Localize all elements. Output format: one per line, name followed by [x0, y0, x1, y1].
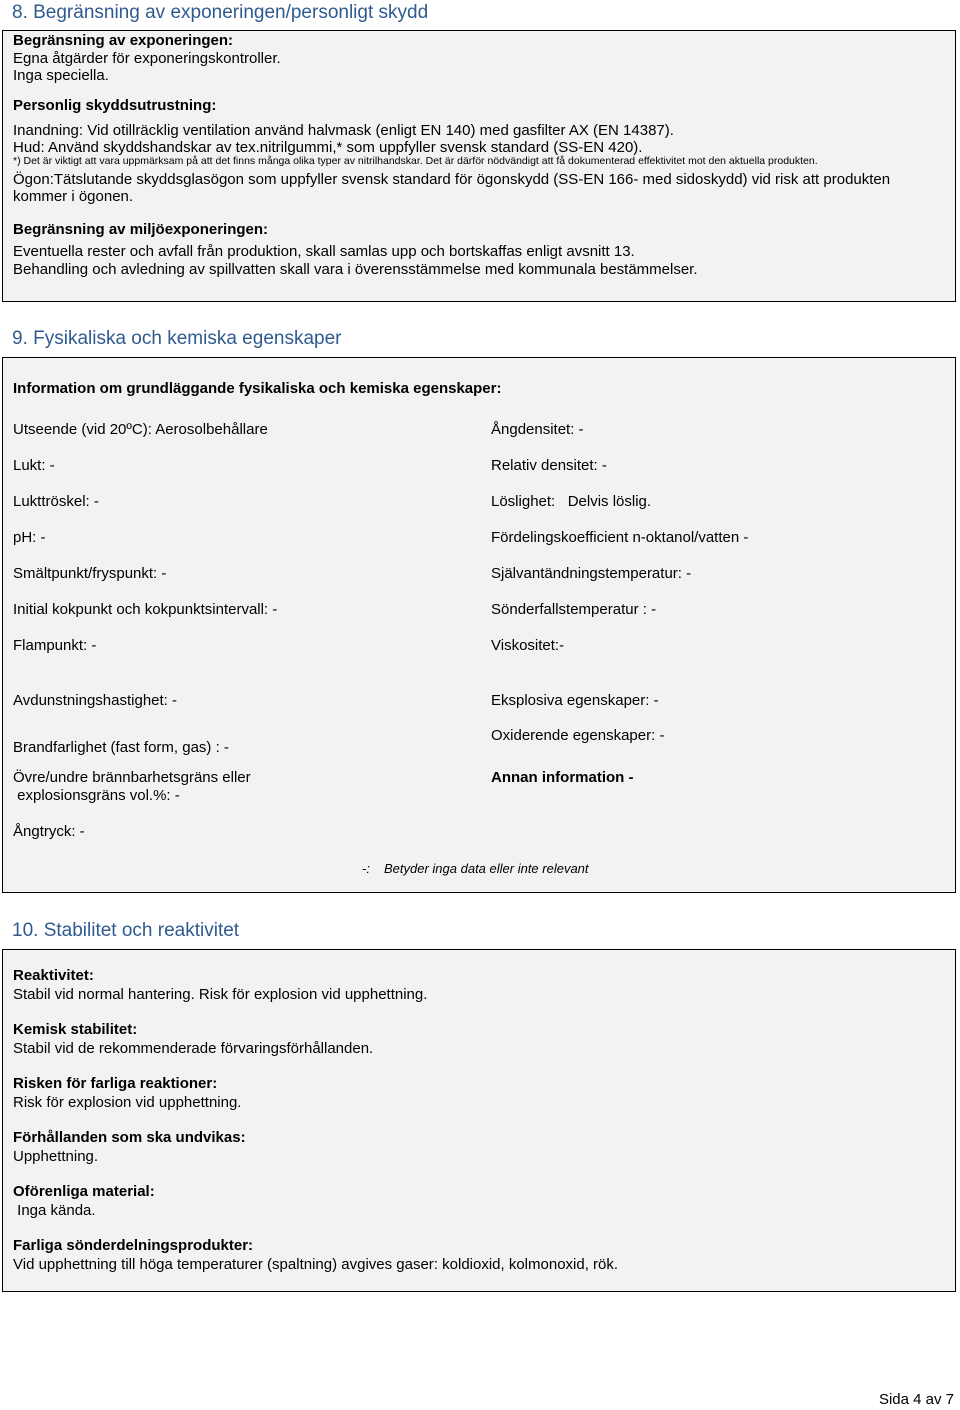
prop-vapour-pressure: Ångtryck: -	[13, 823, 85, 840]
exposure-title: Begränsning av exponeringen:	[13, 32, 234, 49]
exposure-line: Egna åtgärder för exponeringskontroller.	[13, 50, 281, 67]
legend-symbol: -:	[362, 861, 370, 876]
prop-ph: pH: -	[13, 529, 46, 546]
section-8-box	[2, 30, 956, 302]
incompatible-materials-title: Oförenliga material:	[13, 1183, 155, 1200]
ppe-skin: Hud: Använd skyddshandskar av tex.nitrilgummi,* som uppfyller svensk standard (SS-EN 420).	[13, 139, 643, 156]
env-title: Begränsning av miljöexponeringen:	[13, 221, 269, 238]
incompatible-materials-text: Inga kända.	[13, 1202, 96, 1219]
prop-autoignition: Självantändningstemperatur: -	[491, 565, 692, 582]
ppe-note: *) Det är viktigt att vara uppmärksam på att det finns många olika typer av nitrilhandskar. Det är därför nödvändigt att få dokumenterad effektivitet mot den aktuella produkten.	[13, 155, 818, 167]
conditions-to-avoid-text: Upphettning.	[13, 1148, 99, 1165]
prop-explosive-limits: Övre/undre brännbarhetsgräns eller	[13, 769, 251, 786]
prop-decomposition-temp: Sönderfallstemperatur : -	[491, 601, 657, 618]
env-line: Behandling och avledning av spillvatten skall vara i överensstämmelse med kommunala bestämmelser.	[13, 261, 698, 278]
hazardous-reactions-title: Risken för farliga reaktioner:	[13, 1075, 218, 1092]
ppe-title: Personlig skyddsutrustning:	[13, 97, 217, 114]
ppe-eyes-cont: kommer i ögonen.	[13, 188, 134, 205]
stability-title: Kemisk stabilitet:	[13, 1021, 138, 1038]
section-10-heading: 10. Stabilitet och reaktivitet	[12, 920, 240, 941]
prop-flammability: Brandfarlighet (fast form, gas) : -	[13, 739, 229, 756]
prop-vapour-density: Ångdensitet: -	[491, 421, 584, 438]
stability-text: Stabil vid de rekommenderade förvaringsförhållanden.	[13, 1040, 374, 1057]
prop-relative-density: Relativ densitet: -	[491, 457, 607, 474]
exposure-line: Inga speciella.	[13, 67, 109, 84]
ppe-respiratory: Inandning: Vid otillräcklig ventilation använd halvmask (enligt EN 140) med gasfilter AX (EN 14387).	[13, 122, 674, 139]
page-number: Sida 4 av 7	[878, 1391, 954, 1408]
hazardous-reactions-text: Risk för explosion vid upphettning.	[13, 1094, 242, 1111]
prop-viscosity: Viskositet:-	[491, 637, 565, 654]
prop-explosive-properties: Eksplosiva egenskaper: -	[491, 692, 659, 709]
info-title: Information om grundläggande fysikaliska och kemiska egenskaper:	[13, 380, 502, 397]
section-10-box	[2, 949, 956, 1292]
prop-flash-point: Flampunkt: -	[13, 637, 97, 654]
reactivity-title: Reaktivitet:	[13, 967, 94, 984]
other-information: Annan information -	[491, 769, 634, 786]
prop-solubility: Löslighet: Delvis löslig.	[491, 493, 652, 510]
decomposition-products-title: Farliga sönderdelningsprodukter:	[13, 1237, 254, 1254]
env-line: Eventuella rester och avfall från produktion, skall samlas upp och bortskaffas enligt avsnitt 13.	[13, 243, 635, 260]
section-9-box	[2, 357, 956, 893]
prop-oxidising-properties: Oxiderende egenskaper: -	[491, 727, 665, 744]
section-9-heading: 9. Fysikaliska och kemiska egenskaper	[12, 328, 342, 349]
conditions-to-avoid-title: Förhållanden som ska undvikas:	[13, 1129, 246, 1146]
prop-partition-coefficient: Fördelingskoefficient n-oktanol/vatten -	[491, 529, 749, 546]
prop-odour-threshold: Lukttröskel: -	[13, 493, 99, 510]
legend-text: Betyder inga data eller inte relevant	[384, 861, 589, 876]
reactivity-text: Stabil vid normal hantering. Risk för explosion vid upphettning.	[13, 986, 428, 1003]
prop-melting-point: Smältpunkt/fryspunkt: -	[13, 565, 167, 582]
decomposition-products-text: Vid upphettning till höga temperaturer (spaltning) avgives gaser: koldioxid, kolmonoxid, rök.	[13, 1256, 619, 1273]
ppe-eyes: Ögon:Tätslutande skyddsglasögon som uppfyller svensk standard för ögonskydd (SS-EN 166- med sidoskydd) vid risk att produkten	[13, 171, 891, 188]
prop-odour: Lukt: -	[13, 457, 55, 474]
prop-boiling-point: Initial kokpunkt och kokpunktsintervall: -	[13, 601, 278, 618]
prop-explosive-limits-cont: explosionsgräns vol.%: -	[13, 787, 180, 804]
prop-appearance: Utseende (vid 20ºC): Aerosolbehållare	[13, 421, 268, 438]
prop-evaporation-rate: Avdunstningshastighet: -	[13, 692, 177, 709]
section-8-heading: 8. Begränsning av exponeringen/personligt skydd	[12, 2, 429, 23]
